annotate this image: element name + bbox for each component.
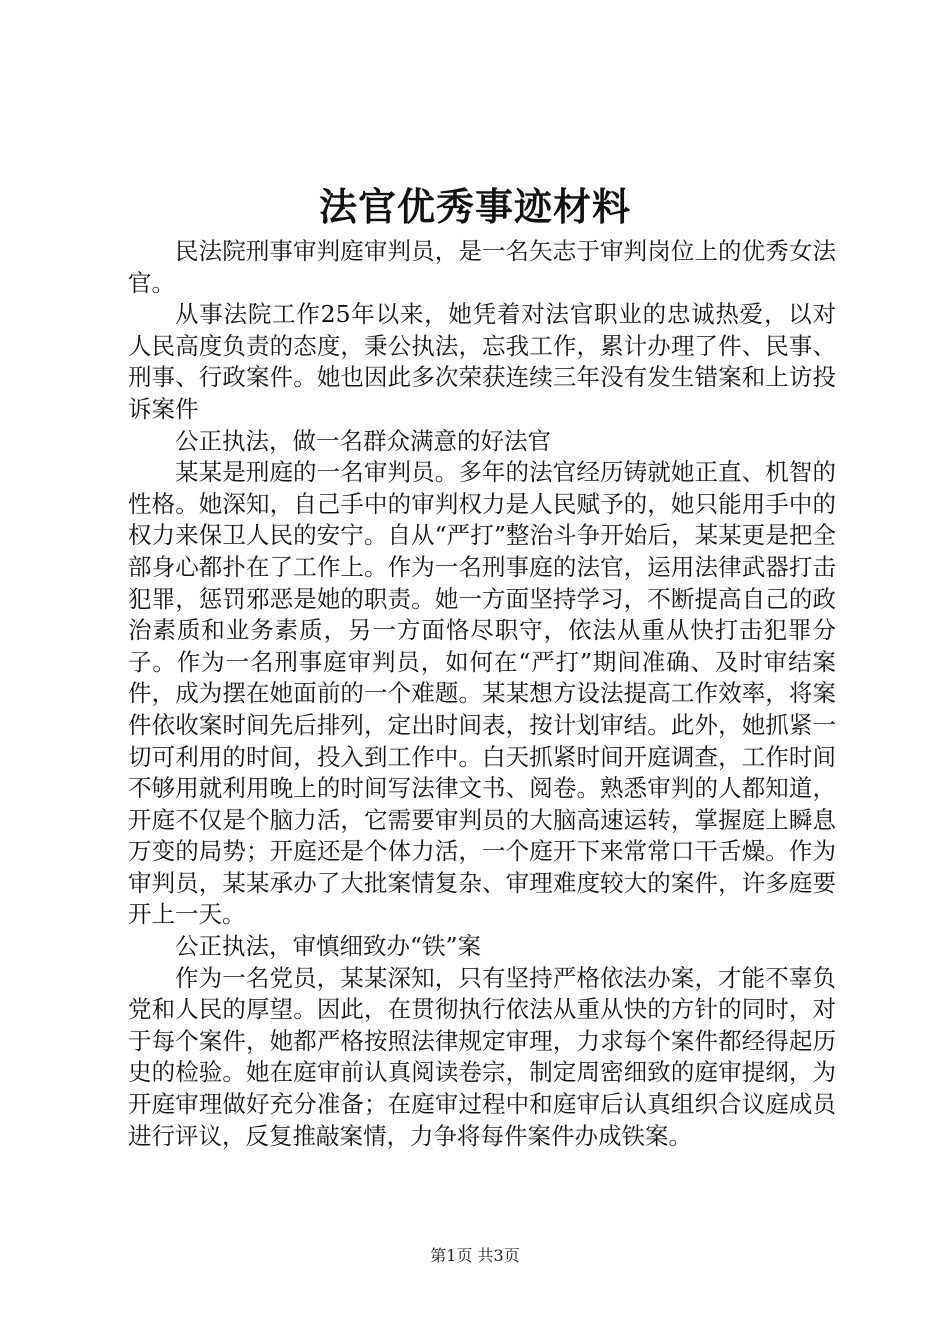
paragraph: 作为一名党员，某某深知，只有坚持严格依法办案，才能不辜负党和人民的厚望。因此，在贯彻执行依法从重从快的方针的同时，对于每个案件，她都严格按照法律规定审理，力求每个案件都经得起历史的检验。她在庭审前认真阅读卷宗，制定周密细致的庭审提纲，为开庭审理做好充分准备；在庭审过程中和庭审后认真组织合议庭成员进行评议，反复推敲案情，力争将每件案件办成铁案。 bbox=[128, 963, 836, 1150]
paragraph: 民法院刑事审判庭审判员，是一名矢志于审判岗位上的优秀女法官。 bbox=[128, 237, 836, 297]
document-body bbox=[128, 236, 836, 1152]
paragraph: 某某是刑庭的一名审判员。多年的法官经历铸就她正直、机智的性格。她深知，自己手中的审判权力是人民赋予的，她只能用手中的权力来保卫人民的安宁。自从“严打”整治斗争开始后，某某更是把全部身心都扑在了工作上。作为一名刑事庭的法官，运用法律武器打击犯罪，惩罚邪恶是她的职责。她一方面坚持学习，不断提高自己的政治素质和业务素质，另一方面恪尽职守，依法从重从快打击犯罪分子。作为一名刑事庭审判员，如何在“严打”期间准确、及时审结案件，成为摆在她面前的一个难题。某某想方设法提高工作效率，将案件依收案时间先后排列，定出时间表，按计划审结。此外，她抓紧一切可利用的时间，投入到工作中。白天抓紧时间开庭调查，工作时间不够用就利用晚上的时间写法律文书、阅卷。熟悉审判的人都知道，开庭不仅是个脑力活，它需要审判员的大脑高速运转，掌握庭上瞬息万变的局势；开庭还是个体力活，一个庭开下来常常口干舌燥。作为审判员，某某承办了大批案情复杂、审理难度较大的案件，许多庭要开上一天。 bbox=[128, 458, 836, 929]
section-heading: 公正执法，做一名群众满意的好法官 bbox=[175, 426, 551, 455]
page-number-footer: 第1页 共3页 bbox=[430, 1246, 520, 1265]
section-heading: 公正执法，审慎细致办“铁”案 bbox=[175, 932, 482, 961]
paragraph: 从事法院工作25年以来，她凭着对法官职业的忠诚热爱，以对人民高度负责的态度，秉公执法，忘我工作，累计办理了件、民事、刑事、行政案件。她也因此多次荣获连续三年没有发生错案和上访投诉案件 bbox=[128, 300, 836, 423]
document-title: 法官优秀事迹材料 bbox=[318, 184, 631, 229]
